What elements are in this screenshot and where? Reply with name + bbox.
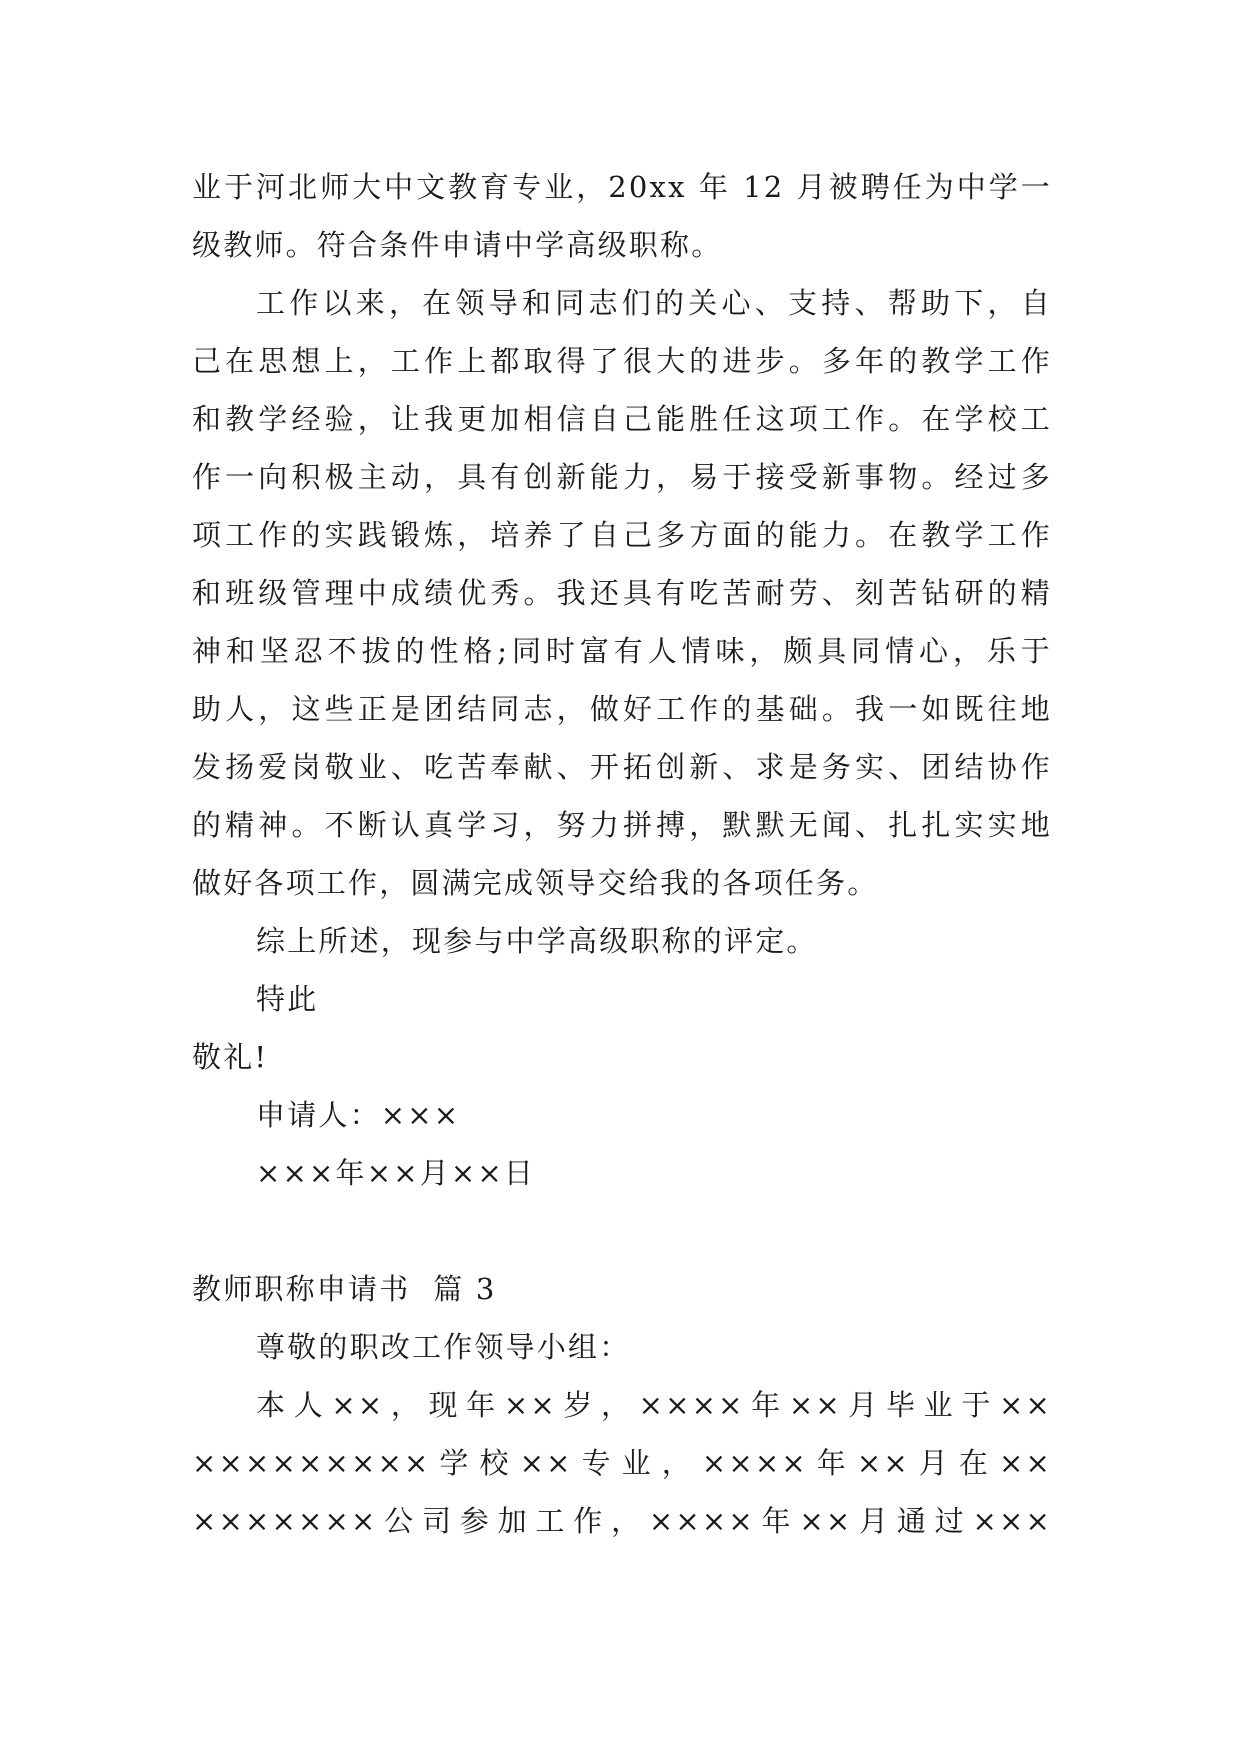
text-line: 业于河北师大中文教育专业，20xx 年 12 月被聘任为中学一 [192,170,1052,204]
applicant-signature: 申请人：××× [256,1098,461,1132]
text-line: 己在思想上，工作上都取得了很大的进步。多年的教学工作 [192,344,1052,378]
paragraph-first-line: 工作以来，在领导和同志们的关心、支持、帮助下，自 [256,286,1052,320]
text-line: 作一向积极主动，具有创新能力，易于接受新事物。经过多 [192,460,1052,494]
text-line: 发扬爱岗敬业、吃苦奉献、开拓创新、求是务实、团结协作 [192,750,1052,784]
signature-date: ×××年××月××日 [256,1156,536,1190]
closing-special: 特此 [256,982,319,1016]
text-line: 和教学经验，让我更加相信自己能胜任这项工作。在学校工 [192,402,1052,436]
spacer [192,1202,1052,1260]
document-body [192,158,1052,1550]
text-line: 做好各项工作，圆满完成领导交给我的各项任务。 [192,866,879,900]
section-title: 教师职称申请书 篇 3 [192,1272,497,1306]
text-line: 级教师。符合条件申请中学高级职称。 [192,228,723,262]
text-line: ×××××××××学校××专业，××××年××月在×× [192,1446,1052,1480]
text-line: 和班级管理中成绩优秀。我还具有吃苦耐劳、刻苦钻研的精 [192,576,1052,610]
paragraph-first-line: 本人××，现年××岁，××××年××月毕业于×× [256,1388,1052,1422]
summary-line: 综上所述，现参与中学高级职称的评定。 [256,924,818,958]
text-line: ×××××××公司参加工作，××××年××月通过××× [192,1504,1052,1538]
text-line: 项工作的实践锻炼，培养了自己多方面的能力。在教学工作 [192,518,1052,552]
text-line: 助人，这些正是团结同志，做好工作的基础。我一如既往地 [192,692,1052,726]
text-line: 神和坚忍不拔的性格;同时富有人情味，颇具同情心，乐于 [192,634,1052,668]
text-line: 的精神。不断认真学习，努力拼搏，默默无闻、扎扎实实地 [192,808,1052,842]
closing-salute: 敬礼! [192,1040,269,1074]
greeting-line: 尊敬的职改工作领导小组： [256,1330,631,1364]
